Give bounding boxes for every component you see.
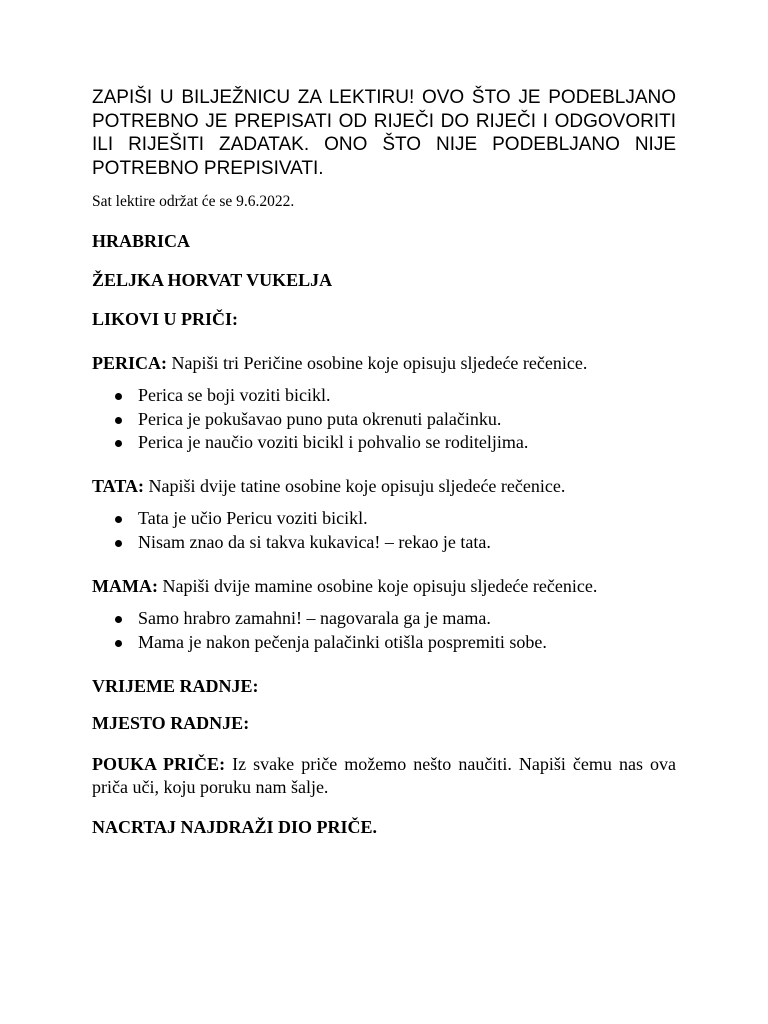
perica-list <box>92 384 676 455</box>
bullet-icon <box>115 440 122 447</box>
tata-task <box>92 475 676 498</box>
perica-label: PERICA: <box>92 353 167 373</box>
bullet-icon <box>115 516 122 523</box>
tata-label: TATA: <box>92 476 144 496</box>
list-item: Perica je naučio voziti bicikl i pohvalio se roditeljima. <box>92 431 676 455</box>
book-title: HRABRICA <box>92 231 191 251</box>
draw-heading: NACRTAJ NAJDRAŽI DIO PRIČE. <box>92 817 378 837</box>
list-item: Perica se boji voziti bicikl. <box>92 384 676 408</box>
list-item: Tata je učio Pericu voziti bicikl. <box>92 507 676 531</box>
mama-task-text: Napiši dvije mamine osobine koje opisuju sljedeće rečenice. <box>162 576 598 596</box>
time-heading: VRIJEME RADNJE: <box>92 676 259 696</box>
mama-label: MAMA: <box>92 576 158 596</box>
moral-paragraph <box>92 753 676 799</box>
perica-task <box>92 352 676 375</box>
list-item: Samo hrabro zamahni! – nagovarala ga je mama. <box>92 607 676 631</box>
moral-label: POUKA PRIČE: <box>92 754 226 774</box>
tata-list <box>92 507 676 554</box>
list-item: Mama je nakon pečenja palačinki otišla pospremiti sobe. <box>92 631 676 655</box>
list-item: Perica je pokušavao puno puta okrenuti palačinku. <box>92 408 676 432</box>
perica-task-text: Napiši tri Peričine osobine koje opisuju sljedeće rečenice. <box>171 353 588 373</box>
date-note: Sat lektire održat će se 9.6.2022. <box>92 193 295 210</box>
characters-heading: LIKOVI U PRIČI: <box>92 309 239 329</box>
instructions-paragraph: ZAPIŠI U BILJEŽNICU ZA LEKTIRU! OVO ŠTO JE PODEBLJANO POTREBNO JE PREPISATI OD RIJEČI DO RIJEČI I ODGOVORITI ILI RIJEŠITI ZADATAK. ONO ŠTO NIJE PODEBLJANO NIJE POTREBNO PREPISIVATI. <box>92 87 676 179</box>
list-item: Nisam znao da si takva kukavica! – rekao je tata. <box>92 531 676 555</box>
place-heading: MJESTO RADNJE: <box>92 713 250 733</box>
bullet-icon <box>115 640 122 647</box>
document-page <box>92 86 677 837</box>
mama-task <box>92 575 676 598</box>
bullet-icon <box>115 417 122 424</box>
bullet-icon <box>115 393 122 400</box>
book-author: ŽELJKA HORVAT VUKELJA <box>92 270 333 290</box>
tata-task-text: Napiši dvije tatine osobine koje opisuju sljedeće rečenice. <box>148 476 566 496</box>
bullet-icon <box>115 540 122 547</box>
mama-list <box>92 607 676 654</box>
bullet-icon <box>115 616 122 623</box>
moral-text: Iz svake priče možemo nešto naučiti. Napiši čemu nas ova priča uči, koju poruku nam šalje. <box>92 754 677 797</box>
